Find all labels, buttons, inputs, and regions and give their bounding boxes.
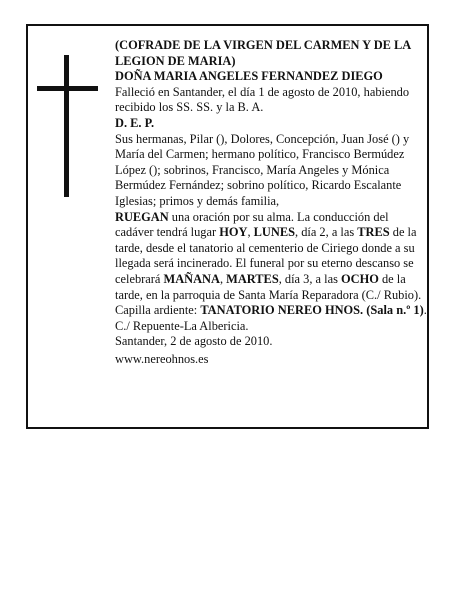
ruegan-text: RUEGAN xyxy=(115,209,169,224)
tres-text: TRES xyxy=(357,225,390,240)
hoy-text: HOY xyxy=(219,225,248,240)
ocho-text: OCHO xyxy=(341,271,379,286)
obituary-heading: (COFRADE DE LA VIRGEN DEL CARMEN Y DE LA LEGION DE MARIA) xyxy=(115,38,411,68)
funeral-text-1: una oración por su alma. La conducción del cadáver tendrá lugar xyxy=(115,209,389,240)
martes-text: MARTES xyxy=(226,271,279,286)
deceased-name: DOÑA MARIA ANGELES FERNANDEZ DIEGO xyxy=(115,69,383,84)
death-line: Falleció en Santander, el día 1 de agosto de 2010, habiendo recibido los SS. SS. y la B. A. xyxy=(115,84,410,115)
family-paragraph xyxy=(115,132,427,304)
funeral-text-4: , día 3, a las xyxy=(278,271,341,286)
tanatorio-address: . C./ Repuente-La Albericia. xyxy=(115,303,427,333)
lunes-text: LUNES xyxy=(253,225,295,240)
cross-vertical-bar xyxy=(64,55,69,197)
tanatorio-name: TANATORIO NEREO HNOS. (Sala n.º 1) xyxy=(200,303,424,318)
family-text: Sus hermanas, Pilar (), Dolores, Concepción, Juan José () y María del Carmen; hermano político, Francisco Bermúdez López (); sobrinos, Francisco, María Angeles y Mónica Bermúdez Fernández; sobrino político, Ricardo Escalante Iglesias; primos y demás familia, xyxy=(115,131,410,208)
funeral-text-2: , día 2, a las xyxy=(295,225,358,240)
obituary-text xyxy=(115,38,427,367)
comma-2: , xyxy=(219,271,227,286)
capilla-line xyxy=(115,303,427,334)
website-link[interactable]: www.nereohnos.es xyxy=(115,351,209,366)
comma-1: , xyxy=(247,225,254,240)
manana-text: MAÑANA xyxy=(163,271,220,286)
cross-horizontal-bar xyxy=(37,86,98,91)
date-line: Santander, 2 de agosto de 2010. xyxy=(115,334,273,349)
capilla-label: Capilla ardiente: xyxy=(115,303,201,318)
dep-line: D. E. P. xyxy=(115,115,155,130)
funeral-text-5: de la tarde, en la parroquia de Santa María Reparadora (C./ Rubio). xyxy=(115,271,422,302)
funeral-text-3: de la tarde, desde el tanatorio al cementerio de Ciriego donde a su llegada será incinerado. El funeral por su eterno descanso se celebrará xyxy=(115,225,417,286)
